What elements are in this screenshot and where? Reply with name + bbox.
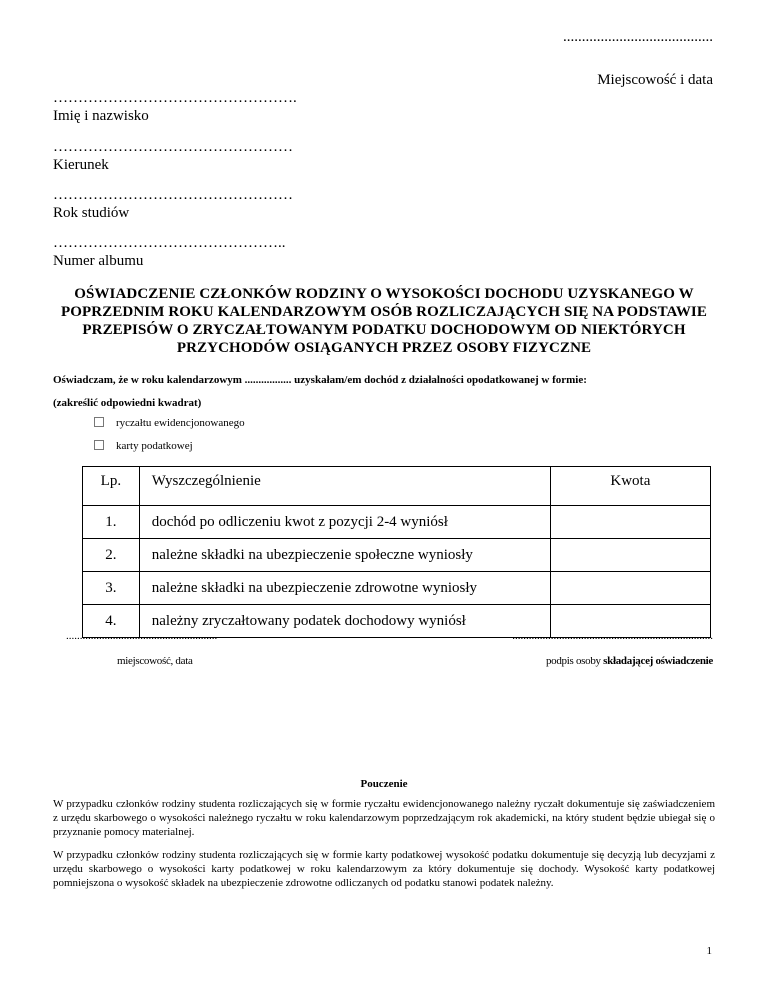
row-item: należne składki na ubezpieczenie zdrowotne wyniosły [139, 572, 550, 605]
option-lump-sum-label: ryczałtu ewidencjonowanego [116, 417, 245, 429]
signature-left-label: miejscowość, data [117, 655, 193, 667]
year-label: Rok studiów [53, 205, 130, 221]
instruction-text: (zakreślić odpowiedni kwadrat) [53, 397, 202, 409]
album-dots: ……………………………………….. [53, 235, 286, 251]
row-item: dochód po odliczeniu kwot z pozycji 2-4 wyniósł [139, 506, 550, 539]
row-lp: 3. [83, 572, 140, 605]
page-number: 1 [706, 945, 712, 957]
notice-body [53, 797, 715, 899]
declaration-text: Oświadczam, że w roku kalendarzowym ................. uzyskałam/em dochód z działalności opodatkowanej w formie: [53, 374, 587, 386]
option-tax-card-label: karty podatkowej [116, 440, 193, 452]
checkbox-icon[interactable] [94, 440, 104, 450]
header-lp: Lp. [83, 467, 140, 506]
table-row [83, 539, 711, 572]
checkbox-icon[interactable] [94, 417, 104, 427]
header-item: Wyszczególnienie [139, 467, 550, 506]
row-item: należne składki na ubezpieczenie społeczne wyniosły [139, 539, 550, 572]
row-amount[interactable] [550, 506, 710, 539]
row-amount[interactable] [550, 572, 710, 605]
row-lp: 2. [83, 539, 140, 572]
album-label: Numer albumu [53, 253, 144, 269]
signature-right-dots: ......................................................................... [512, 630, 713, 642]
document-title: OŚWIADCZENIE CZŁONKÓW RODZINY O WYSOKOŚCI DOCHODU UZYSKANEGO W POPRZEDNIM ROKU KALENDARZOWYM OSÓB ROZLICZAJĄCYCH SIĘ NA PODSTAWIE PRZEPISÓW O ZRYCZAŁTOWANYM PODATKU DOCHODOWYM OD NIEKTÓRYCH PRZYCHODÓW OSIĄGANYCH PRZEZ OSOBY FIZYCZNE [61, 286, 707, 356]
major-dots: ………………………………………… [53, 139, 293, 155]
notice-heading: Pouczenie [360, 778, 408, 790]
major-label: Kierunek [53, 157, 109, 173]
row-lp: 4. [83, 605, 140, 638]
signature-right-label-plain: podpis osoby [545, 655, 604, 667]
date-label: Miejscowość i data [597, 72, 713, 88]
name-label: Imię i nazwisko [53, 108, 149, 124]
name-dots: …………………………………………. [53, 90, 297, 106]
row-lp: 1. [83, 506, 140, 539]
signature-right-label-bold: składającej oświadczenie [603, 655, 713, 667]
notice-paragraph: W przypadku członków rodziny studenta rozliczających się w formie karty podatkowej wysokość podatku dokumentuje się decyzją lub decyzjami z urzędu skarbowego o wysokości karty podatkowej w roku kalendarzowym za który dokumentuje się dochody. Wysokość karty podatkowej pomniejszona o wysokość składek na ubezpieczenie zdrowotne odliczanych od podatku stanowi podatek należny. [53, 849, 715, 889]
table-header-row [83, 467, 711, 506]
date-dots: ........................................ [563, 29, 713, 45]
row-amount[interactable] [550, 539, 710, 572]
header-amount: Kwota [550, 467, 710, 506]
signature-right-label [546, 655, 713, 667]
table-row [83, 506, 711, 539]
notice-paragraph: W przypadku członków rodziny studenta rozliczających się w formie ryczałtu ewidencjonowanego należny ryczałt dokumentuje się zaświadczeniem z urzędu skarbowego o wysokości należnego ryczałtu w roku kalendarzowym poprzedzającym rok akademicki, na który student będzie ubiegał się o przyznanie pomocy materialnej. [53, 798, 715, 838]
option-tax-card[interactable] [94, 440, 193, 452]
table-row [83, 572, 711, 605]
income-table [82, 466, 711, 638]
year-dots: ………………………………………… [53, 187, 293, 203]
option-lump-sum[interactable] [94, 417, 245, 429]
signature-left-dots: ....................................................... [66, 630, 218, 642]
row-item: należny zryczałtowany podatek dochodowy wyniósł [139, 605, 550, 638]
